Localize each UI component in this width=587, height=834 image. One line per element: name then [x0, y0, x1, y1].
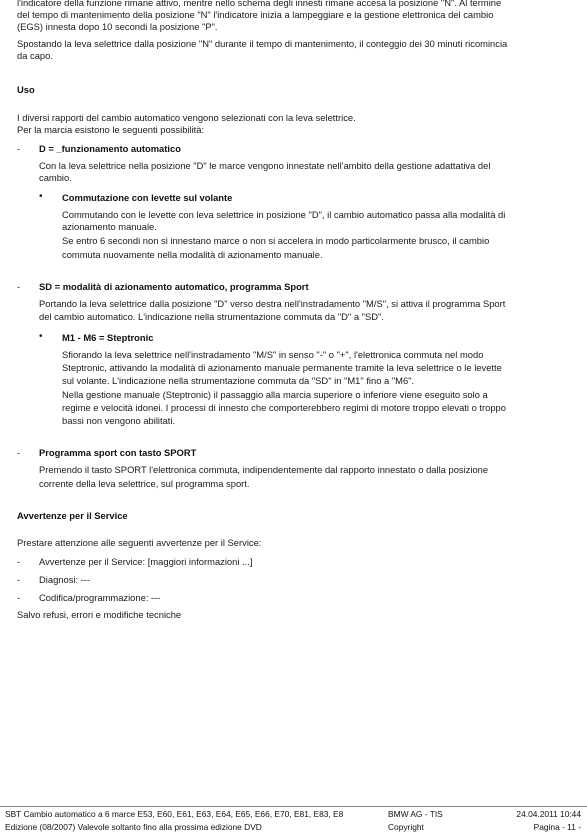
sd-mode-line-2: del cambio automatico. L'indicazione nella strumentazione commuta da "D" a "SD". [39, 311, 384, 322]
d-mode-sub-line-3: Se entro 6 secondi non si innestano marce o non si accelera in modo particolarmente brusco, il cambio [62, 235, 490, 246]
sd-mode-sub-line-5: regime e velocità idonei. I processi di innesto che comporterebbero regimi di motore troppo elevati o troppo [62, 402, 506, 413]
list-dash: - [17, 281, 21, 292]
uso-line-1: I diversi rapporti del cambio automatico vengono selezionati con la leva selettrice. [17, 112, 356, 123]
footer-divider [0, 806, 587, 807]
service-closing: Salvo refusi, errori e modifiche tecniche [17, 609, 182, 620]
uso-line-2: Per la marcia esistono le seguenti possibilità: [17, 124, 205, 135]
intro-line-4: Spostando la leva selettrice dalla posizione "N" durante il tempo di mantenimento, il conteggio dei 30 minuti ricomincia [17, 38, 508, 49]
list-dash: - [17, 574, 21, 585]
more-info-link[interactable]: [maggiori informazioni ...] [147, 556, 253, 567]
footer-edition: Edizione (08/2007) Valevole soltanto fino alla prossima edizione DVD [5, 822, 262, 832]
uso-heading: Uso [17, 84, 35, 95]
service-item-1 [39, 556, 575, 568]
service-item-2: Diagnosi: --- [39, 574, 91, 585]
intro-line-5: da capo. [17, 50, 53, 61]
page-footer [0, 806, 587, 834]
service-item-3: Codifica/programmazione: --- [39, 592, 161, 603]
sd-mode-line-1: Portando la leva selettrice dalla posizione "D" verso destra nell'instradamento "M/S", si attiva il programma Sport [39, 298, 506, 309]
sd-mode-sub-line-3: sul volante. L'indicazione nella strumentazione commuta da "SD" in "M1" fino a "M6". [62, 375, 415, 386]
service-item-1-label: Avvertenze per il Service: [39, 556, 146, 567]
footer-page-number: Pagina - 11 - [533, 822, 581, 832]
sd-mode-sub-heading: M1 - M6 = Steptronic [62, 332, 154, 343]
d-mode-line-1: Con la leva selettrice nella posizione "D" le marce vengono innestate nell'ambito della gestione adattativa del [39, 160, 491, 171]
sd-mode-sub-line-4: Nella gestione manuale (Steptronic) il passaggio alla marcia superiore o inferiore viene eseguito solo a [62, 389, 488, 400]
sport-line-2: corrente della leva selettrice, sul programma sport. [39, 478, 250, 489]
bullet-icon: • [39, 191, 43, 202]
list-dash: - [17, 143, 21, 154]
service-intro: Prestare attenzione alle seguenti avvertenze per il Service: [17, 537, 262, 548]
sd-mode-sub-line-6: bassi non vengono abilitati. [62, 415, 176, 426]
intro-line-2: del tempo di mantenimento della posizione "N" l'indicatore inizia a lampeggiare e la gestione elettronica del cambio [17, 9, 494, 20]
footer-publisher: BMW AG - TIS [388, 809, 443, 819]
footer-copyright: Copyright [388, 822, 424, 832]
sd-mode-heading: SD = modalità di azionamento automatico, programma Sport [39, 281, 309, 292]
d-mode-heading: D = _funzionamento automatico [39, 143, 181, 154]
intro-line-3: (EGS) innesta dopo 10 secondi la posizione "P". [17, 21, 218, 32]
bullet-icon: • [39, 331, 43, 342]
d-mode-sub-line-2: azionamento manuale. [62, 221, 157, 232]
intro-line-1: l'indicatore della funzione rimane attivo, mentre nello schema degli innesti rimane accesa la posizione "N". Al termine [17, 0, 502, 8]
d-mode-sub-line-1: Commutando con le levette con leva selettrice in posizione "D", il cambio automatico passa alla modalità di [62, 209, 506, 220]
d-mode-line-2: cambio. [39, 172, 72, 183]
sd-mode-sub-line-1: Sfiorando la leva selettrice nell'instradamento "M/S" in senso "-" o "+", l'elettronica commuta nel modo [62, 349, 484, 360]
list-dash: - [17, 592, 21, 603]
footer-date-time: 24.04.2011 10:44 [516, 809, 581, 819]
sport-heading: Programma sport con tasto SPORT [39, 447, 197, 458]
d-mode-sub-heading: Commutazione con levette sul volante [62, 192, 233, 203]
footer-doc-title: SBT Cambio automatico a 6 marce E53, E60, E61, E63, E64, E65, E66, E70, E81, E83, E8 [5, 809, 344, 819]
d-mode-sub-line-4: commuta nuovamente nella modalità di azionamento manuale. [62, 249, 323, 260]
list-dash: - [17, 447, 21, 458]
list-dash: - [17, 556, 21, 567]
sd-mode-sub-line-2: Steptronic, attivando la modalità di azionamento manuale permanente tramite la leva selettrice o le levette [62, 362, 502, 373]
sport-line-1: Premendo il tasto SPORT l'elettronica commuta, indipendentemente dal rapporto innestato o dalla posizione [39, 464, 489, 475]
service-heading: Avvertenze per il Service [17, 510, 128, 521]
